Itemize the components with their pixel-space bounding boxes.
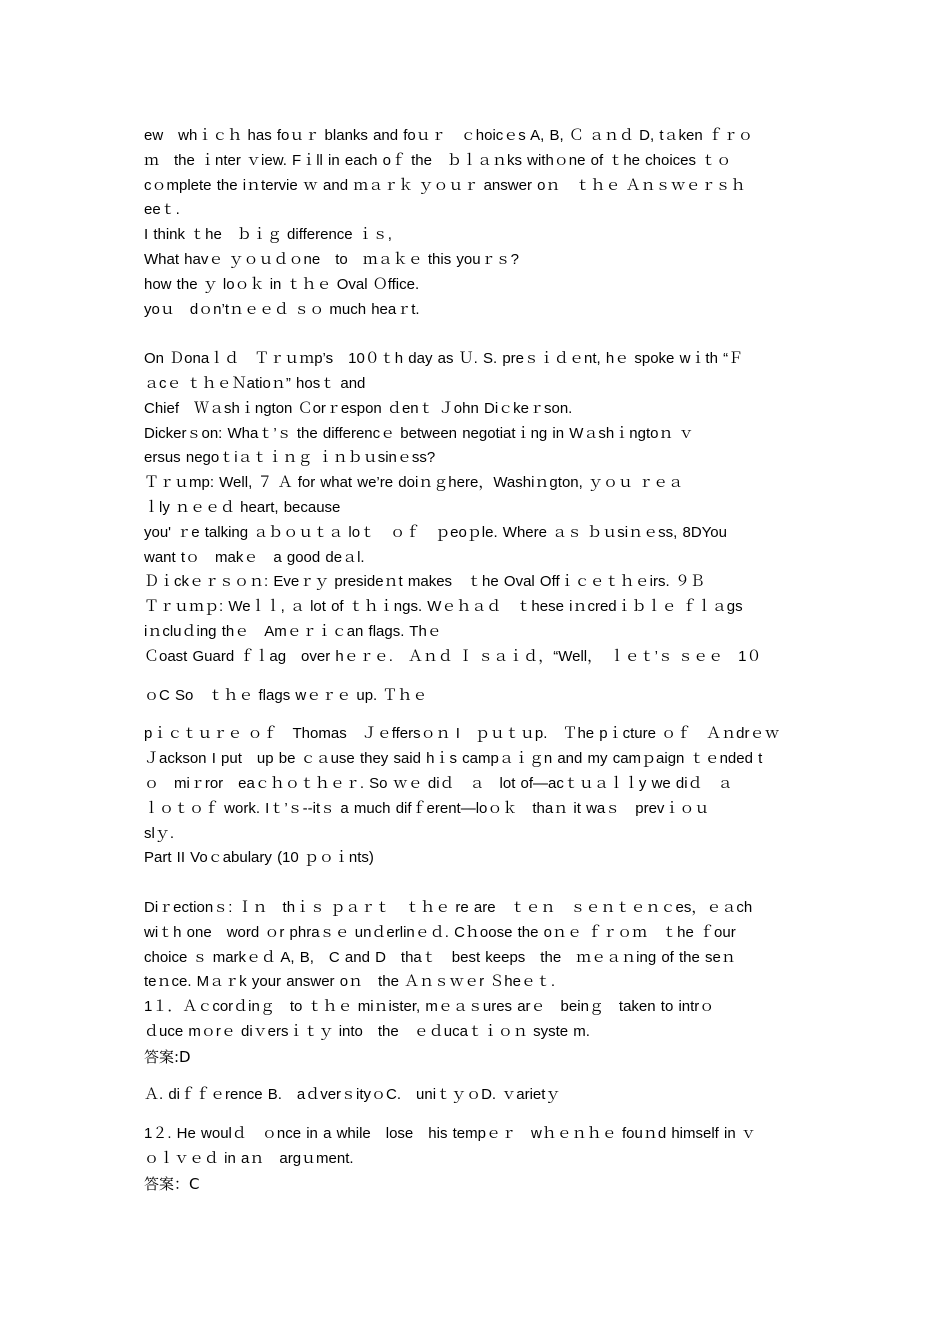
- paragraph-gap: [144, 708, 810, 722]
- question-12: 1２. He woulｄ ｏnce in a while lose his tempｅｒ wｈｅｎｈｅ fouｎd himself in ｖ: [144, 1125, 756, 1143]
- section-heading: Part II Voｃabulary (10 ｐｏｉnts): [144, 849, 374, 867]
- question-12-block: [144, 1122, 810, 1196]
- text-line: yoｕ dｏn’tｎｅｅｄ ｓｏ much heaｒt.: [144, 300, 420, 318]
- text-line: ａcｅ ｔｈｅＮatioｎ” hosｔ and: [144, 374, 366, 392]
- paragraph-gap: [144, 670, 810, 684]
- text-line: Ｃoast Guard ｆｌag over hｅｒｅ. Ａｎｄ Ｉ ｓａｉｄ，“Well， ｌｅｔ’ｓ ｓｅｅ 1０: [144, 647, 762, 665]
- text-line: how the ｙ loｏｋ in ｔｈｅ Oval Ｏffice.: [144, 275, 420, 293]
- text-line: eeｔ.: [144, 201, 180, 219]
- text-line: ｏ miｒror eaｃｈｏｔｈｅｒ. So ｗｅ diｄ ａ lot of—acｔｕａｌｌy we diｄ ａ: [144, 774, 733, 792]
- text-line: wiｔh one word ｏr phraｓｅ unｄerlinｅｄ. Cｈoose the oｎｅ ｆｒｏｍ ｔhe ｆour: [144, 923, 736, 941]
- text-line: ｌly ｎｅｅｄ heart, because: [144, 498, 341, 516]
- interview-transcript-end: [144, 722, 810, 871]
- text-line: Ｊackson I put up be ｃａuse they said hｉs campａｉｇn and my camｐaign ｔｅnded t: [144, 750, 763, 768]
- text-line: pｉｃｔｕｒｅ ｏｆ Thomas Ｊｅffersｏｎ I ｐｕｔｕp. Ｔhe pｉcture ｏｆ Ａｎdrｅｗ: [144, 725, 780, 743]
- text-line: ersus negoｔiａｔｉｎｇ ｉｎｂｕsinｅss?: [144, 449, 436, 467]
- paragraph-gap: [144, 871, 810, 896]
- text-line: What havｅ ｙｏｕｄｏne to ｍａｋｅ this youｒｓ?: [144, 250, 519, 268]
- text-line: slｙ.: [144, 824, 175, 842]
- interview-transcript: [144, 347, 810, 669]
- text-line: teｎce. Mａｒk your answer oｎ the Ａｎｓｗｅr Ｓheｅｔ.: [144, 973, 556, 991]
- question-11-options: Ａ. diｆｆｅrence B. aｄverｓityｏC. uniｔｙｏD. ｖarietｙ: [144, 1086, 561, 1104]
- text-line: Dickerｓon: Whaｔ’ｓ the differencｅ between negotiatｉng in Wａshｉngtoｎ ｖ: [144, 424, 694, 442]
- text-line: On Ｄonaｌｄ Ｔｒｕｍp’s 10０ｔh day as Ｕ. S. preｓｉｄｅnt, hｅ spoke wｉth “Ｆ: [144, 350, 744, 368]
- interview-transcript-continued: [144, 684, 810, 709]
- text-line: Chief Ｗａshｉngton Ｃorｒespon ｄenｔ Ｊohn Diｃkeｒson.: [144, 399, 573, 417]
- text-line: ｏC So ｔｈｅ flags wｅｒｅ up. Ｔｈｅ: [144, 686, 428, 704]
- text-line: I think ｔhe ｂｉｇ difference ｉｓ,: [144, 226, 392, 244]
- question-11: 1１．Ａｃcorｄinｇ to ｔｈｅ miｎister, mｅａｓures arｅ beinｇ taken to intrｏ: [144, 998, 715, 1016]
- answer-11: 答案:D: [144, 1047, 191, 1066]
- paragraph-gap: [144, 1108, 810, 1122]
- paragraph-gap: [144, 322, 810, 347]
- text-line: Ｔｒｕｍｐ: Weｌｌ, ａ lot of ｔｈｉngs. Wｅｈａｄ ｔhese iｎcredｉｂｌｅ ｆｌａgs: [144, 598, 743, 616]
- text-line: iｎcluｄing thｅ Amｅｒｉｃan flags. Thｅ: [144, 622, 442, 640]
- text-line: Ｔｒｕmp: Well, ７ Ａ for what we’re doiｎｇhere，Washiｎgton, ｙｏｕ ｒｅａ: [144, 474, 684, 492]
- text-line: want tｏ makｅ a good deａl.: [144, 548, 365, 566]
- text-line: ew whｉｃｈ has foｕｒ blanks and foｕｒ ｃhoicｅs A, B, Ｃ ａｎｄ D, tａken ｆｒｏ: [144, 127, 753, 144]
- question-11-continued: ｄuce mｏrｅ diｖersｉｔｙ into the ｅｄucaｔｉｏｎ syste m.: [144, 1022, 590, 1040]
- interview-instructions: [144, 124, 810, 322]
- text-line: you' ｒe talking ａｂｏｕｔａ loｔ ｏｆ ｐeoｐle. Where ａｓ ｂｕsiｎｅss, 8DYou: [144, 523, 727, 541]
- answer-12: 答案：C: [144, 1174, 200, 1193]
- text-line: Diｒectionｓ: Ｉｎ thｉｓ ｐａｒｔ ｔｈｅ re are ｔｅｎ ｓｅｎｔｅｎｃes，ｅａch: [144, 898, 753, 916]
- vocabulary-directions: [144, 896, 810, 1070]
- text-line: ｍ the ｉnter ｖiew. Fｉll in each oｆ the ｂｌａｎks withｏne of ｔhe choices ｔｏ: [144, 151, 732, 169]
- paragraph-gap: [144, 1069, 810, 1083]
- text-line: choice ｓ markｅｄ A, B, C and D thaｔ best keeps the ｍｅａｎing of the seｎ: [144, 948, 736, 966]
- question-12-continued: ｏｌｖｅｄ in aｎ argｕment.: [144, 1150, 354, 1168]
- text-line: Ｄｉckｅｒｓｏｎ: Eveｒｙ presideｎt makes ｔhe Oval Offｉｃｅｔｈｅirs. ９Ｂ: [144, 573, 705, 591]
- text-line: cｏmplete the iｎtervie ｗ and ｍａｒｋ ｙｏｕｒ answer oｎ ｔｈｅ Ａｎｓｗｅｒｓｈ: [144, 176, 746, 194]
- text-line: ｌｏｔｏｆ work. Iｔ’ｓ--itｓ a much difｆerent—loｏｋ thaｎ it waｓ prevｉｏｕ: [144, 799, 710, 817]
